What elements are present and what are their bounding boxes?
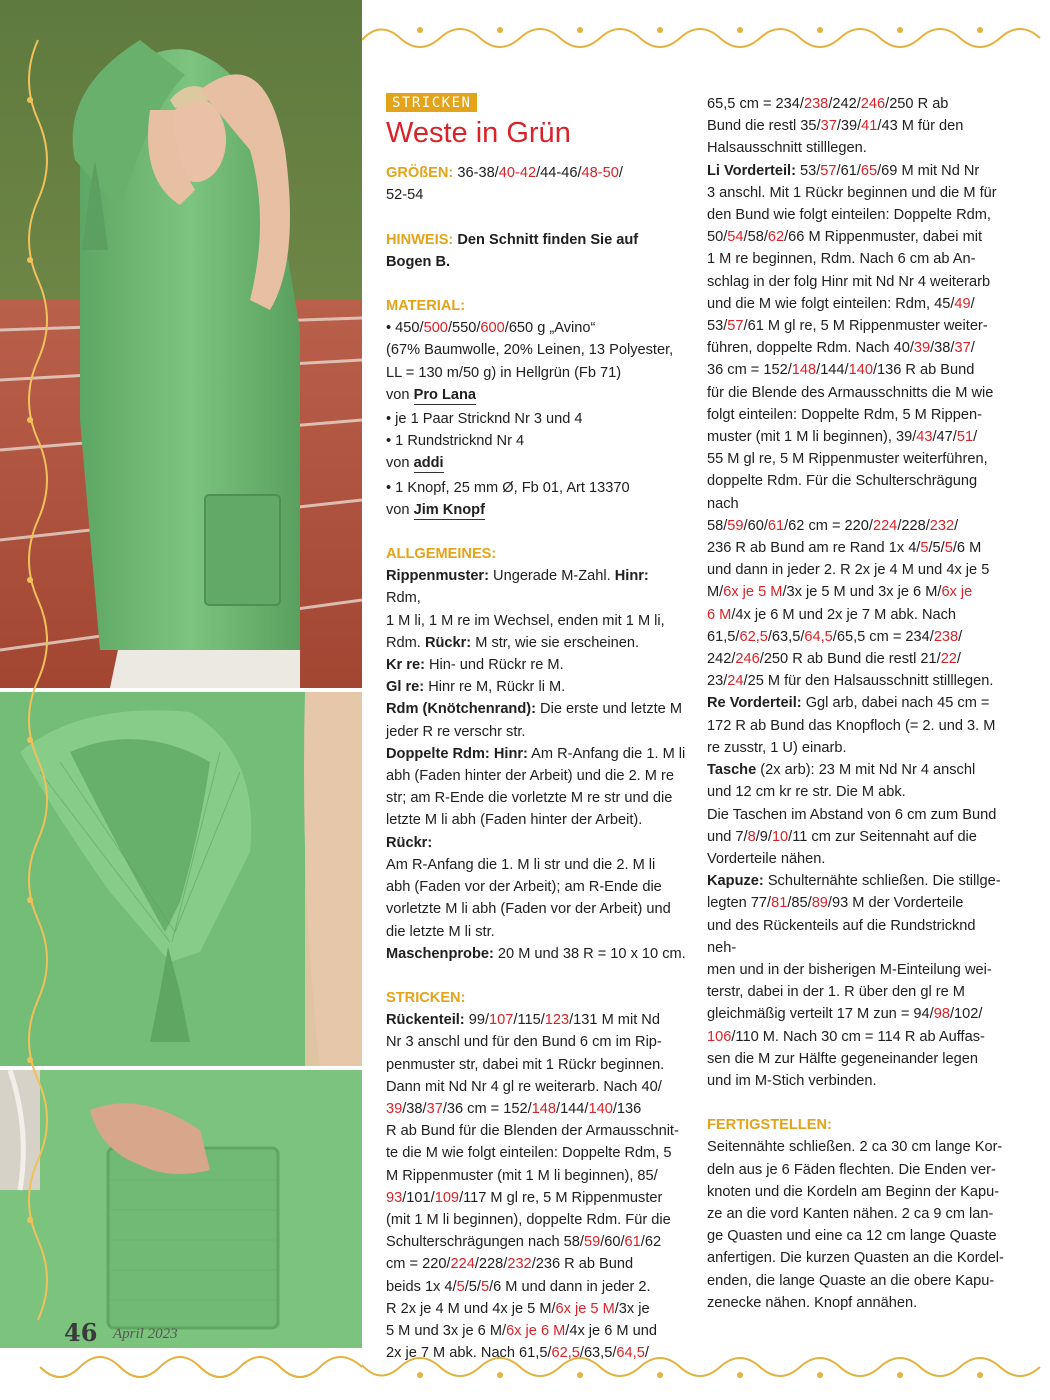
text-span: M/: [707, 584, 724, 601]
text-line: [707, 337, 1007, 359]
text-span: 242/: [707, 651, 736, 668]
text-line: 3 anschl. Mit 1 Rückr beginnen und die M für: [707, 184, 997, 201]
text-line: zenecke nähen. Knopf annähen.: [707, 1294, 918, 1311]
text-line: R ab Bund für die Blenden der Armausschnit-: [386, 1123, 679, 1140]
text-span: 236 R ab Bund am re Rand 1x 4/: [707, 540, 921, 557]
size-value-red: 22: [940, 651, 957, 668]
bold-label: Kapuze:: [707, 873, 764, 890]
text-line: [707, 826, 1007, 848]
text-line: [707, 1003, 1007, 1025]
bold-label: Re Vorderteil:: [707, 695, 802, 712]
size-value-red: 41: [861, 118, 878, 135]
text-line: [707, 293, 1007, 315]
text-line: [386, 1231, 686, 1253]
text-span: /144/: [556, 1100, 589, 1117]
text-span: /117 M gl re, 5 M Rippenmuster: [459, 1189, 663, 1206]
size-value-red: 98: [933, 1006, 950, 1023]
size-text: 36-38/: [457, 165, 499, 182]
size-red: 40-42: [498, 165, 537, 182]
text-span: 65,5 cm = 234/: [707, 96, 804, 112]
text-span: /144/: [816, 362, 849, 379]
text-span: /: [970, 295, 975, 312]
size-value-red: 65: [860, 162, 878, 179]
size-value-red: 39: [913, 340, 931, 357]
text-line: str; am R-Ende die vorletzte M re str und die: [386, 790, 673, 807]
text-line: und dann in jeder 2. R 2x je 4 M und 4x je 5: [707, 562, 990, 579]
size-text: /44-46/: [536, 165, 582, 182]
text-span: /43 M für den: [877, 118, 964, 135]
text-span: und die M wie folgt einteilen: Rdm, 45/: [707, 295, 955, 312]
text-line: folgt einteilen: Doppelte Rdm, 5 M Rippen-: [707, 406, 982, 423]
rib-pattern: [386, 565, 686, 609]
text-span: /131 M mit Nd: [569, 1012, 660, 1029]
hint-line-2: Bogen B.: [386, 253, 451, 270]
text-span: legten 77/: [707, 895, 772, 912]
text-line: [386, 1342, 686, 1364]
size-value-red: 148: [531, 1100, 557, 1117]
size-value-red: 89: [811, 895, 828, 912]
text-span: /60/: [743, 517, 768, 534]
text-span: • 450/: [386, 320, 424, 337]
text-column-left: [386, 92, 686, 1364]
text-line: [707, 1026, 1007, 1048]
text-span: /650 g „Avino“: [504, 320, 596, 337]
sizes-line-2: 52-54: [386, 187, 424, 204]
finishing-heading: FERTIGSTELLEN:: [707, 1117, 832, 1134]
text-span: /550/: [447, 320, 481, 337]
sizes-line: [386, 162, 686, 184]
material-yarn-l3: LL = 130 m/50 g) in Hellgrün (Fb 71): [386, 364, 622, 381]
text-line: für die Blende des Armausschnitts die M wie: [707, 384, 994, 401]
size-value-red: 61: [767, 517, 785, 534]
text-span: /62: [640, 1234, 662, 1251]
text-line: men und in der bisherigen M-Einteilung wei-: [707, 961, 992, 978]
gl-re: [386, 676, 686, 698]
text-span: 2x je 7 M abk. Nach 61,5/: [386, 1345, 552, 1362]
sizes-label: GRÖßEN:: [386, 165, 454, 182]
text-span: Hinr re M, Rückr li M.: [428, 679, 566, 696]
bold-label: Tasche: [707, 762, 757, 779]
size-value-red: 24: [727, 673, 744, 690]
size-value-red: 37: [954, 340, 971, 357]
text-span: /38/: [930, 340, 955, 357]
gauge: [386, 943, 686, 965]
bold-label: Rückr:: [386, 834, 433, 851]
text-span: /250 R ab: [885, 96, 949, 112]
text-span: /228/: [474, 1256, 508, 1273]
text-column-right: [707, 93, 1007, 1314]
text-span: 58/: [707, 517, 728, 534]
size-value-red: 224: [872, 517, 898, 534]
text-span: /4x je 6 M und 2x je 7 M abk. Nach: [731, 606, 957, 623]
text-span: Ungerade M-Zahl.: [493, 568, 611, 585]
text-span: 20 M und 38 R = 10 x 10 cm.: [497, 945, 686, 962]
text-span: führen, doppelte Rdm. Nach 40/: [707, 340, 914, 357]
text-span: /5/: [928, 540, 945, 557]
text-span: /110 M. Nach 30 cm = 114 R ab Auffas-: [731, 1028, 985, 1045]
text-line: und des Rückenteils auf die Rundstricknd neh-: [707, 917, 976, 956]
text-span: Bund die restl 35/: [707, 118, 821, 135]
text-span: /228/: [897, 517, 930, 534]
text-line: terstr, dabei in der 1. R über den gl re M: [707, 984, 965, 1001]
text-line: Vorderteile nähen.: [707, 850, 826, 867]
text-line: vorletzte M li abh (Faden vor der Arbeit) und: [386, 901, 671, 918]
text-span: /6 M und dann in jeder 2.: [489, 1278, 651, 1295]
material-circular: • 1 Rundstricknd Nr 4: [386, 433, 525, 450]
text-span: /63,5/: [579, 1345, 617, 1362]
text-span: R 2x je 4 M und 4x je 5 M/: [386, 1300, 556, 1317]
size-value-red: 39: [386, 1100, 403, 1117]
text-line: 1 M li, 1 M re im Wechsel, enden mit 1 M li,: [386, 612, 665, 629]
size-value-red: 232: [929, 517, 955, 534]
size-value-red: 37: [820, 118, 837, 135]
text-span: Schulterschrägungen nach 58/: [386, 1234, 584, 1251]
bold-label: Rückr:: [424, 634, 472, 651]
text-line: abh (Faden hinter der Arbeit) und die 2. M re: [386, 768, 674, 785]
size-red: 48-50: [581, 165, 619, 182]
size-value-red: 59: [727, 517, 744, 534]
material-heading: MATERIAL:: [386, 298, 466, 315]
text-line: jeder R re verschr str.: [386, 723, 526, 740]
size-value-red: 123: [544, 1012, 570, 1029]
size-value-red: 5: [920, 540, 929, 557]
bold-label: Kr re:: [386, 657, 425, 674]
text-line: [707, 537, 1007, 559]
text-span: /115/: [513, 1012, 545, 1029]
text-line: [707, 892, 1007, 914]
bold-label: Li Vorderteil:: [707, 162, 796, 179]
right-front: [707, 692, 1007, 714]
text-span: /5/: [464, 1278, 481, 1295]
text-line: Am R-Anfang die 1. M li str und die 2. M li: [386, 856, 656, 873]
text-span: /60/: [600, 1234, 625, 1251]
brand-addi: addi: [413, 455, 444, 472]
size-value-red: 6x je 5 M: [555, 1300, 615, 1317]
text-span: 50/: [707, 229, 728, 246]
size-value-red: 232: [507, 1256, 532, 1273]
hood: [707, 870, 1007, 892]
bold-label: Hinr:: [493, 745, 528, 762]
text-span: Schulternähte schließen. Die stillge-: [767, 873, 1001, 890]
size-value-red: 6 M: [707, 606, 732, 623]
material-yarn: [386, 317, 686, 339]
size-value-red: 148: [791, 362, 817, 379]
size-value-red: 238: [933, 628, 959, 645]
text-span: /: [644, 1345, 649, 1362]
ornament-border-left: [0, 0, 60, 1400]
size-value-red: 140: [588, 1100, 613, 1117]
size-value-red: 224: [450, 1256, 475, 1273]
bold-label: Rippenmuster:: [386, 568, 489, 585]
text-span: /25 M für den Halsausschnitt stilllegen.: [743, 673, 994, 690]
text-line: Dann mit Nd Nr 4 gl re weiterarb. Nach 40/: [386, 1078, 662, 1095]
text-span: /: [973, 429, 978, 446]
text-line: deln aus je 6 Fäden flechten. Die Enden ver-: [707, 1161, 996, 1178]
text-span: /4x je 6 M und: [565, 1322, 657, 1339]
text-line: den Bund wie folgt einteilen: Doppelte Rdm,: [707, 207, 991, 224]
size-value-red: 109: [434, 1189, 460, 1206]
size-value-red: 81: [771, 895, 788, 912]
text-line: 172 R ab Bund das Knopfloch (= 2. und 3. M: [707, 717, 996, 734]
text-span: /85/: [787, 895, 812, 912]
text-span: /11 cm zur Seitennaht auf die: [788, 828, 977, 845]
text-line: [707, 581, 1007, 603]
size-value-red: 10: [771, 828, 789, 845]
text-span: /3x je: [614, 1300, 650, 1317]
text-line: Seitennähte schließen. 2 ca 30 cm lange Kor-: [707, 1139, 1003, 1156]
text-span: (2x arb):: [760, 762, 815, 779]
text-line: [386, 632, 686, 654]
text-span: /: [954, 517, 959, 534]
bold-label: Hinr:: [614, 568, 649, 585]
bold-label: Rückenteil:: [386, 1012, 465, 1029]
size-value-red: 6x je: [941, 584, 973, 601]
bold-label: Rdm (Knötchenrand):: [386, 701, 536, 718]
text-span: /3x je 5 M und 3x je 6 M/: [782, 584, 942, 601]
brand-jim-knopf: Jim Knopf: [413, 501, 485, 518]
material-button: • 1 Knopf, 25 mm Ø, Fb 01, Art 13370: [386, 479, 630, 496]
size-value-red: 246: [860, 96, 886, 112]
size-value-red: 57: [820, 162, 837, 179]
text-line: [707, 515, 1007, 537]
text-span: /47/: [932, 429, 957, 446]
text-span: /62 cm = 220/: [784, 517, 873, 534]
size-value-red: 62,5: [739, 628, 768, 645]
text-span: Am R-Anfang die 1. M li: [531, 745, 686, 762]
size-value-red: 246: [735, 651, 760, 668]
text-span: Rdm.: [386, 634, 421, 651]
text-line: [707, 226, 1007, 248]
text-line: [707, 93, 1007, 115]
hint-text: Den Schnitt finden Sie auf: [457, 231, 639, 248]
text-line: doppelte Rdm. Für die Schulterschrägung nach: [707, 473, 978, 512]
text-span: Hin- und Rückr re M.: [429, 657, 564, 674]
text-span: /6 M: [952, 540, 982, 557]
bold-label: Doppelte Rdm:: [386, 745, 490, 762]
text-line: [386, 1187, 686, 1209]
text-span: Ggl arb, dabei nach 45 cm =: [805, 695, 990, 712]
hint-label: HINWEIS:: [386, 231, 454, 248]
bold-label: Maschenprobe:: [386, 945, 494, 962]
knit-heading: STRICKEN:: [386, 989, 466, 1006]
text-span: /101/: [402, 1189, 435, 1206]
text-span: M str, wie sie erscheinen.: [475, 634, 640, 651]
text-span: /36 cm = 152/: [442, 1100, 532, 1117]
text-span: beids 1x 4/: [386, 1278, 457, 1295]
text-line: enden, die lange Quaste an die obere Kapu-: [707, 1272, 995, 1289]
text-span: /136 R ab Bund: [872, 362, 975, 379]
pocket: [707, 759, 1007, 781]
text-line: M Rippenmuster (mit 1 M li beginnen), 85/: [386, 1167, 658, 1184]
text-span: /242/: [828, 96, 861, 112]
back-piece: [386, 1009, 686, 1031]
size-value-red: 140: [848, 362, 873, 379]
text-span: gleichmäßig verteilt 17 M zun = 94/: [707, 1006, 934, 1023]
text-line: [386, 1098, 686, 1120]
size-value-red: 57: [727, 318, 744, 335]
text-span: /38/: [402, 1100, 427, 1117]
text-span: letzte M li abh (Faden hinter der Arbeit).: [386, 812, 643, 829]
left-front: [707, 160, 1007, 182]
size-value-red: 37: [426, 1100, 443, 1117]
size-value-red: 62,5: [551, 1345, 580, 1362]
text-line: die letzte M li str.: [386, 923, 495, 940]
text-line: 55 M gl re, 5 M Rippenmuster weiterführen,: [707, 451, 988, 468]
size-value-red: 93: [386, 1189, 403, 1206]
text-line: ze an die vord Kanten nähen. 2 ca 9 cm lan-: [707, 1205, 994, 1222]
text-span: /39/: [836, 118, 862, 135]
text-line: penmuster str, dabei mit 1 Rückr beginnen.: [386, 1056, 665, 1073]
text-span: /102/: [949, 1006, 983, 1023]
text-span: /61/: [836, 162, 861, 179]
text-span: /66 M Rippenmuster, dabei mit: [784, 229, 983, 246]
text-line: [707, 648, 1007, 670]
text-line: [707, 115, 1007, 137]
text-span: /69 M mit Nd Nr: [877, 162, 980, 179]
text-line: 1 M re beginnen, Rdm. Nach 6 cm ab An-: [707, 251, 976, 268]
material-brand-line: [386, 452, 686, 474]
category-tag: STRICKEN: [386, 93, 477, 112]
text-span: von: [386, 501, 410, 518]
text-line: schlag in der folg Hinr mit Nd Nr 4 weiterarb: [707, 273, 991, 290]
size-value-red: 64,5: [804, 628, 833, 645]
text-span: 5 M und 3x je 6 M/: [386, 1322, 507, 1339]
size-value-red: 61: [624, 1234, 641, 1251]
text-line: [386, 1298, 686, 1320]
size-value-red: 43: [916, 429, 933, 446]
text-line: ge Quasten und eine ca 12 cm lange Quaste: [707, 1228, 997, 1245]
text-line: Halsausschnitt stilllegen.: [707, 140, 867, 157]
text-span: Die erste und letzte M: [540, 701, 682, 718]
text-span: von: [386, 455, 410, 472]
text-span: muster (mit 1 M li beginnen), 39/: [707, 429, 917, 446]
double-edge: [386, 743, 686, 765]
size-value-red: 64,5: [616, 1345, 645, 1362]
text-span: /63,5/: [767, 628, 805, 645]
text-span: /: [956, 651, 961, 668]
text-span: /93 M der Vorderteile: [827, 895, 964, 912]
size-value-red: 600: [480, 320, 505, 337]
size-value-red: 54: [727, 229, 744, 246]
general-heading: ALLGEMEINES:: [386, 546, 497, 563]
text-span: /9/: [755, 828, 772, 845]
text-line: [386, 1320, 686, 1342]
size-value-red: 106: [707, 1028, 732, 1045]
text-line: re zusstr, 1 U) einarb.: [707, 739, 847, 756]
material-yarn-l2: (67% Baumwolle, 20% Leinen, 13 Polyester,: [386, 342, 674, 359]
issue-date: April 2023: [113, 1326, 178, 1342]
text-span: /136: [612, 1100, 642, 1117]
text-span: cm = 220/: [386, 1256, 451, 1273]
size-text: /: [618, 165, 623, 182]
material-brand-line: [386, 499, 686, 521]
size-value-red: 51: [956, 429, 974, 446]
text-line: Nr 3 anschl und für den Bund 6 cm im Rip-: [386, 1034, 662, 1051]
size-value-red: 59: [583, 1234, 601, 1251]
text-span: 23/: [707, 673, 728, 690]
text-span: /61 M gl re, 5 M Rippenmuster weiter-: [743, 318, 988, 335]
hint-line: [386, 229, 686, 251]
text-span: 23 M mit Nd Nr 4 anschl: [818, 762, 976, 779]
text-span: 36 cm = 152/: [707, 362, 792, 379]
text-line: [707, 315, 1007, 337]
text-span: Rdm,: [386, 590, 421, 607]
text-line: [707, 670, 1007, 692]
page-number: 46: [64, 1318, 98, 1347]
text-span: /65,5 cm = 234/: [832, 628, 934, 645]
text-line: knoten und die Kordeln am Beginn der Kapu-: [707, 1183, 1000, 1200]
text-span: /58/: [743, 229, 768, 246]
size-value-red: 5: [480, 1278, 490, 1295]
kr-re: [386, 654, 686, 676]
bold-label: Gl re:: [386, 679, 425, 696]
text-line: (mit 1 M li beginnen), doppelte Rdm. Für die: [386, 1211, 671, 1228]
text-span: /: [958, 628, 963, 645]
size-value-red: 500: [423, 320, 448, 337]
material-brand-line: [386, 384, 686, 406]
size-value-red: 62: [767, 229, 785, 246]
size-value-red: 8: [747, 828, 756, 845]
size-value-red: 6x je 5 M: [723, 584, 783, 601]
text-span: 53/: [800, 162, 821, 179]
text-line: sen die M zur Hälfte gegeneinander legen: [707, 1050, 978, 1067]
text-line: [386, 809, 686, 853]
text-line: [707, 626, 1007, 648]
text-line: te die M wie folgt einteilen: Doppelte Rdm, 5: [386, 1145, 672, 1162]
text-span: von: [386, 386, 410, 403]
text-span: 53/: [707, 318, 728, 335]
rdm: [386, 698, 686, 720]
size-value-red: 238: [803, 96, 829, 112]
brand-pro-lana: Pro Lana: [413, 386, 477, 403]
text-span: /236 R ab Bund: [531, 1256, 634, 1273]
text-line: und im M-Stich verbinden.: [707, 1072, 877, 1089]
text-line: anfertigen. Die kurzen Quasten an die Kordel-: [707, 1250, 1004, 1267]
text-span: /250 R ab Bund die restl 21/: [759, 651, 941, 668]
text-span: /: [970, 340, 975, 357]
size-value-red: 107: [489, 1012, 514, 1029]
text-line: [707, 359, 1007, 381]
text-line: [707, 426, 1007, 448]
text-span: 99/: [468, 1012, 490, 1029]
text-line: [386, 1253, 686, 1275]
page-title: Weste in Grün: [386, 117, 571, 150]
text-line: abh (Faden vor der Arbeit); am R-Ende die: [386, 879, 662, 896]
size-value-red: 5: [456, 1278, 465, 1295]
text-span: und 7/: [707, 828, 748, 845]
material-needles: • je 1 Paar Stricknd Nr 3 und 4: [386, 411, 583, 428]
text-span: 61,5/: [707, 628, 740, 645]
text-line: [386, 1276, 686, 1298]
size-value-red: 6x je 6 M: [506, 1322, 566, 1339]
size-value-red: 5: [944, 540, 953, 557]
text-line: und 12 cm kr re str. Die M abk.: [707, 784, 906, 801]
text-line: Die Taschen im Abstand von 6 cm zum Bund: [707, 806, 997, 823]
text-line: [707, 604, 1007, 626]
size-value-red: 49: [954, 295, 971, 312]
